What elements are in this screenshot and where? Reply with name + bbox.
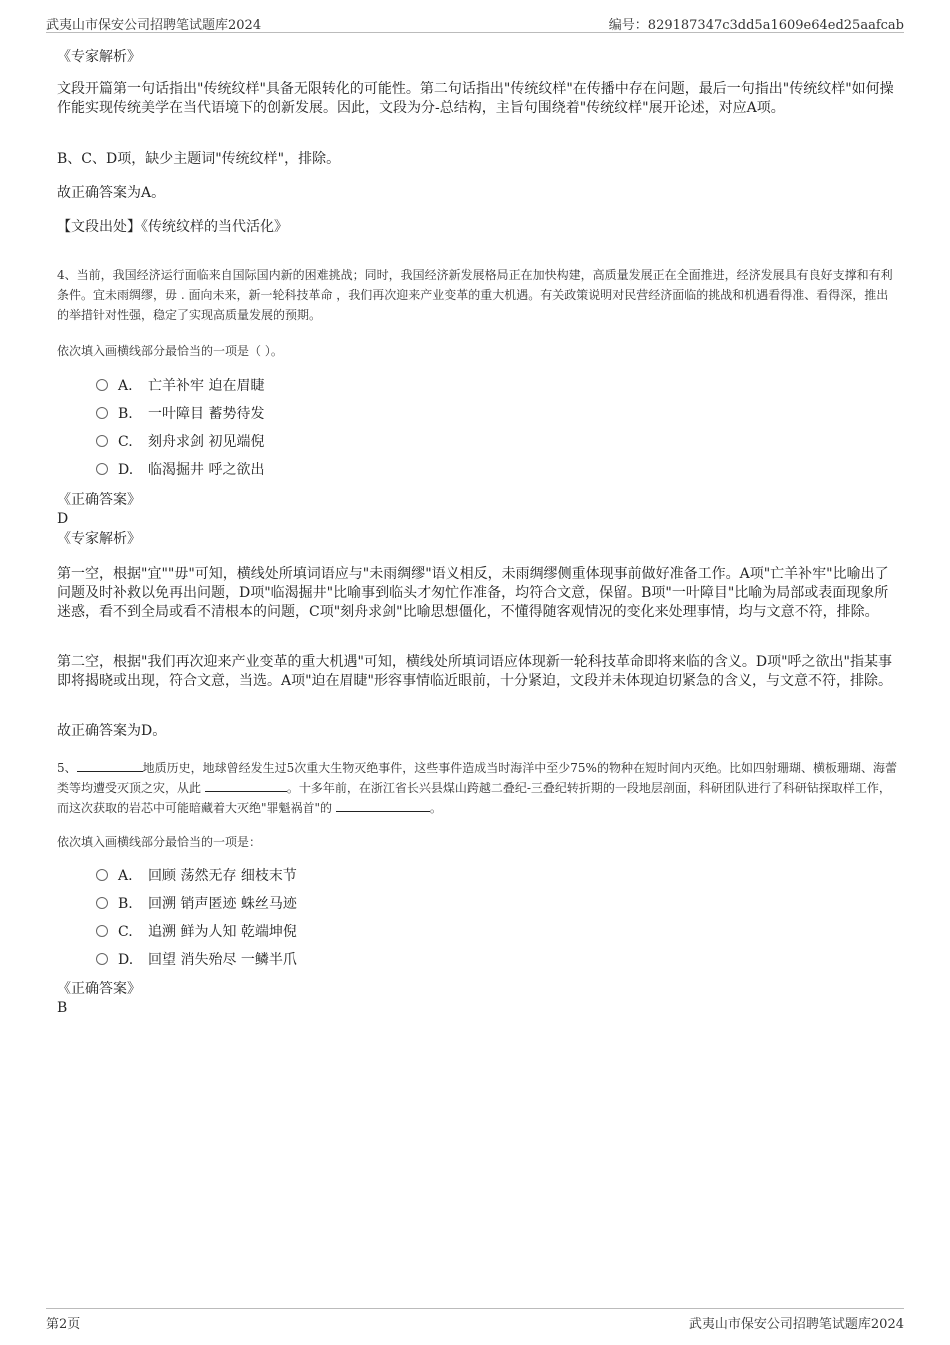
q3-analysis-p1: 文段开篇第一句话指出"传统纹样"具备无限转化的可能性。第二句话指出"传统纹样"在传播中存在问题，最后一句指出"传统纹样"如何操作能实现传统美学在当代语境下的创新发展。因此，文段为分-总结构，主旨句围绕着"传统纹样"展开论述，对应A项。 — [57, 81, 894, 116]
option-key: B. — [118, 406, 133, 422]
q5-option-a[interactable] — [96, 866, 297, 886]
fill-blank[interactable] — [336, 799, 430, 812]
option-key: D. — [118, 952, 134, 968]
radio-icon[interactable] — [96, 407, 108, 419]
page-header — [46, 14, 904, 32]
q5-prompt: 依次填入画横线部分最恰当的一项是： — [57, 835, 262, 849]
header-code: 编号：829187347c3dd5a1609e64ed25aafcab — [608, 18, 904, 33]
radio-icon[interactable] — [96, 953, 108, 965]
footer-title: 武夷山市保安公司招聘笔试题库2024 — [688, 1317, 904, 1332]
q3-analysis-p2: B、C、D项，缺少主题词"传统纹样"，排除。 — [57, 151, 341, 167]
q3-answer-sentence: 故正确答案为A。 — [57, 185, 166, 201]
radio-icon[interactable] — [96, 897, 108, 909]
q4-option-d[interactable] — [96, 460, 264, 480]
q5-num: 5、 — [57, 761, 77, 775]
option-text: 刻舟求剑 初见端倪 — [148, 434, 265, 450]
option-text: 亡羊补牢 迫在眉睫 — [148, 378, 265, 394]
page-footer — [46, 1313, 904, 1331]
option-text: 回顾 荡然无存 细枝末节 — [148, 868, 297, 884]
radio-icon[interactable] — [96, 379, 108, 391]
q5-stem — [57, 758, 897, 818]
q5-stem-c: 。 — [429, 801, 442, 815]
q4-answer: D — [57, 511, 69, 527]
q4-analysis-p2: 第二空，根据"我们再次迎来产业变革的重大机遇"可知，横线处所填词语应体现新一轮科技革命即将来临的含义。D项"呼之欲出"指某事即将揭晓或出现，符合文意，当选。A项"迫在眉睫"形容事情临近眼前，十分紧迫，文段并未体现迫切紧急的含义，与文意不符，排除。 — [57, 654, 892, 689]
header-title: 武夷山市保安公司招聘笔试题库2024 — [46, 18, 262, 33]
option-text: 回望 消失殆尽 一鳞半爪 — [148, 952, 297, 968]
option-text: 追溯 鲜为人知 乾端坤倪 — [148, 924, 297, 940]
q5-answer-label: 《正确答案》 — [57, 981, 141, 997]
option-key: D. — [118, 462, 134, 478]
q4-answer-label: 《正确答案》 — [57, 492, 141, 508]
q4-answer-sentence: 故正确答案为D。 — [57, 723, 167, 739]
q4-option-c[interactable] — [96, 432, 264, 452]
footer-divider — [46, 1308, 904, 1309]
radio-icon[interactable] — [96, 869, 108, 881]
q5-stem-b: 。十多年前，在浙江省长兴县煤山跨越二叠纪-三叠纪转折期的一段地层剖面，科研团队进行了科研钻探取样工作，而这次获取的岩芯中可能暗藏着大灭绝"罪魁祸首"的 — [57, 781, 891, 815]
option-key: A. — [118, 868, 133, 884]
header-divider — [46, 32, 904, 33]
option-text: 一叶障目 蓄势待发 — [148, 406, 265, 422]
q5-answer: B — [57, 1000, 68, 1016]
option-key: C. — [118, 924, 133, 940]
option-key: A. — [118, 378, 133, 394]
radio-icon[interactable] — [96, 435, 108, 447]
q4-option-a[interactable] — [96, 376, 264, 396]
q4-expert-label: 《专家解析》 — [57, 531, 141, 547]
q5-option-c[interactable] — [96, 922, 297, 942]
q4-option-b[interactable] — [96, 404, 264, 424]
q5-option-d[interactable] — [96, 950, 297, 970]
option-text: 回溯 销声匿迹 蛛丝马迹 — [148, 896, 297, 912]
option-text: 临渴掘井 呼之欲出 — [148, 462, 265, 478]
q4-analysis-p1: 第一空，根据"宜""毋"可知，横线处所填词语应与"未雨绸缪"语义相反，未雨绸缪侧重体现事前做好准备工作。A项"亡羊补牢"比喻出了问题及时补救以免再出问题，D项"临渴掘井"比喻事到临头才匆忙作准备，均符合文意，保留。B项"一叶障目"比喻为局部或表面现象所迷惑，看不到全局或看不清根本的问题，C项"刻舟求剑"比喻思想僵化，不懂得随客观情况的变化来处理事情，均与文意不符，排除。 — [57, 566, 889, 620]
option-key: B. — [118, 896, 133, 912]
q5-stem-a: 地质历史，地球曾经发生过5次重大生物灭绝事件，这些事件造成当时海洋中至少75%的物种在短时间内灭绝。比如四射珊瑚、横板珊瑚、海蕾类等均遭受灭顶之灾，从此 — [57, 761, 897, 795]
q4-stem: 4、当前，我国经济运行面临来自国际国内新的困难挑战；同时，我国经济新发展格局正在加快构建，高质量发展正在全面推进，经济发展具有良好支撑和有利条件。宜未雨绸缪，毋 . 面向未来，新一轮科技革命 ，我们再次迎来产业变革的重大机遇。有关政策说明对民营经济面临的挑战和机遇看得准、看得深，推出的举措针对性强，稳定了实现高质量发展的预期。 — [57, 268, 893, 322]
q4-prompt: 依次填入画横线部分最恰当的一项是（ ）。 — [57, 344, 283, 358]
q3-expert-label: 《专家解析》 — [57, 49, 141, 65]
fill-blank[interactable] — [77, 759, 143, 772]
fill-blank[interactable] — [205, 779, 287, 792]
option-key: C. — [118, 434, 133, 450]
radio-icon[interactable] — [96, 925, 108, 937]
q5-option-b[interactable] — [96, 894, 297, 914]
q3-source: 【文段出处】《传统纹样的当代活化》 — [57, 219, 288, 235]
radio-icon[interactable] — [96, 463, 108, 475]
page-number: 第2页 — [46, 1317, 81, 1332]
